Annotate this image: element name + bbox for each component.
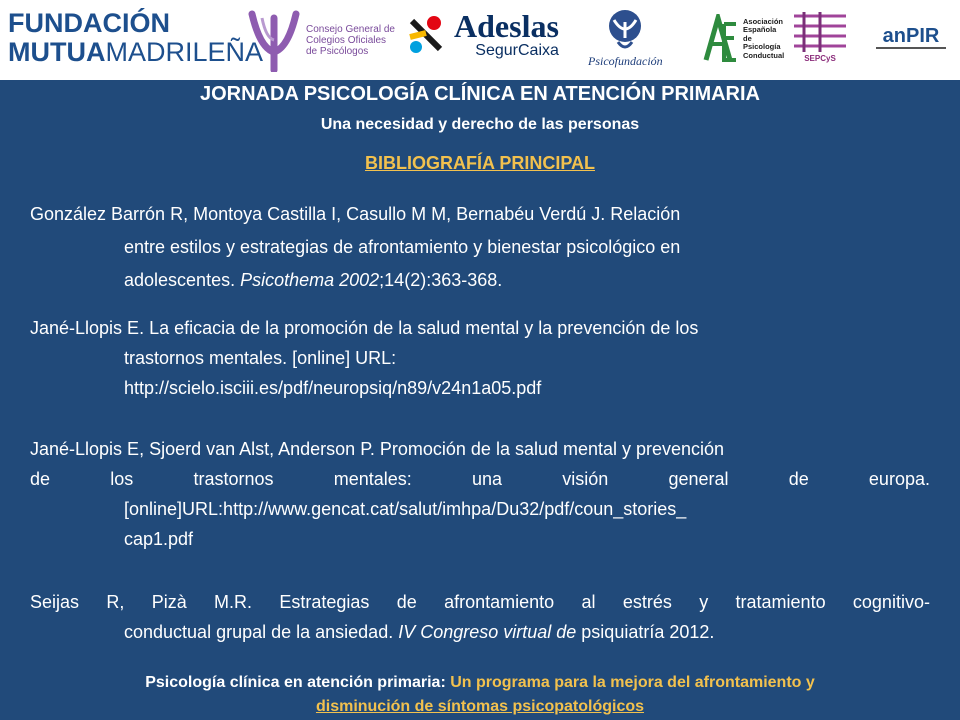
aepc-text: Asociación Española de Psicología Conductual	[743, 16, 785, 60]
psicofundacion-text: Psicofundación	[588, 54, 663, 68]
mutua-madrilena-text: MUTUAMADRILEÑA	[8, 37, 264, 67]
reference-3-line-1: Jané-Llopis E, Sjoerd van Alst, Anderson P. Promoción de la salud mental y prevención	[30, 439, 725, 459]
reference-3-url-end[interactable]: cap1.pdf	[124, 529, 194, 549]
reference-2-line-1: Jané-Llopis E. La eficacia de la promoción de la salud mental y la prevención de los	[30, 318, 699, 338]
segurcaixa-text: SegurCaixa	[475, 42, 559, 59]
fundacion-text: FUNDACIÓN	[8, 8, 170, 38]
psi-dove-icon	[600, 8, 650, 54]
psicofundacion-logo	[588, 8, 663, 69]
anpir-underline	[876, 46, 946, 50]
anpir-text: anPIR	[882, 25, 940, 47]
cop-text: Consejo General de Colegios Oficiales de Psicólogos	[306, 23, 395, 57]
journal-name: Psicothema 2002	[240, 270, 380, 290]
reference-1-line-2: entre estilos y estrategias de afrontamiento y bienestar psicológico en	[124, 237, 681, 257]
psi-icon	[246, 8, 302, 72]
fundacion-mutua-madrilena-logo	[8, 10, 263, 66]
aepc-logo	[702, 14, 784, 64]
reference-2-url[interactable]: http://scielo.isciii.es/pdf/neuropsiq/n89/v24n1a05.pdf	[124, 378, 542, 398]
reference-1-line-3: adolescentes. Psicothema 2002;14(2):363-368.	[124, 270, 503, 290]
reference-2	[30, 313, 930, 403]
sepcys-logo	[790, 10, 850, 63]
page-subtitle: Una necesidad y derecho de las personas	[320, 116, 640, 133]
congress-name: IV Congreso virtual de	[398, 622, 577, 642]
footer-line-1: Psicología clínica en atención primaria: Un programa para la mejora del afrontamiento y	[145, 674, 815, 691]
reference-4-line-2: conductual grupal de la ansiedad. IV Congreso virtual de psiquiatría 2012.	[124, 622, 715, 642]
reference-4-line-1: Seijas R, Pizà M.R. Estrategias de afrontamiento al estrés y tratamiento cognitivo-	[30, 592, 930, 612]
reference-3	[30, 434, 930, 554]
caixa-star-icon	[404, 13, 448, 57]
adeslas-logo	[404, 10, 559, 60]
reference-1-line-1: González Barrón R, Montoya Castilla I, Casullo M M, Bernabéu Verdú J. Relación	[30, 204, 681, 224]
reference-2-line-2: trastornos mentales. [online] URL:	[124, 348, 397, 368]
cop-logo	[246, 8, 395, 72]
footer-line-2: disminución de síntomas psicopatológicos	[315, 698, 645, 715]
sepcys-icon	[790, 10, 850, 54]
footer-highlight: Un programa para la mejora del afrontamiento y	[450, 674, 815, 691]
anpir-logo	[876, 26, 946, 50]
adeslas-name: Adeslas	[454, 8, 559, 44]
logo-bar	[0, 0, 960, 80]
page-title: JORNADA PSICOLOGÍA CLÍNICA EN ATENCIÓN PRIMARIA	[199, 83, 760, 105]
reference-4	[30, 587, 930, 647]
footer	[0, 671, 960, 719]
reference-3-url[interactable]: [online]URL:http://www.gencat.cat/salut/imhpa/Du32/pdf/coun_stories_	[124, 499, 687, 519]
aepc-icon	[702, 14, 740, 64]
sepcys-text: SEPCyS	[804, 54, 836, 63]
section-heading: BIBLIOGRAFÍA PRINCIPAL	[365, 153, 595, 173]
reference-1	[30, 198, 930, 297]
reference-3-line-2: de los trastornos mentales: una visión general de europa.	[30, 469, 930, 489]
